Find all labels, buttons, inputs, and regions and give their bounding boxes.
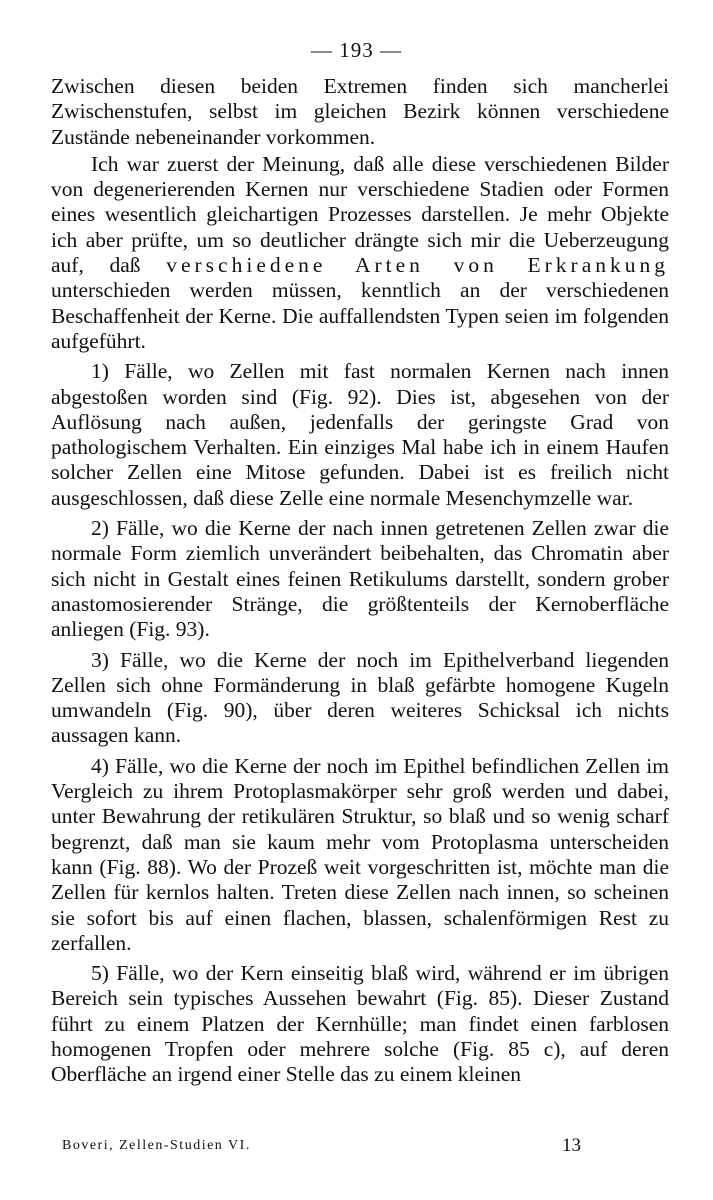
emphasized-text: verschiedene Arten von Erkrankung [166, 253, 669, 278]
list-item: 3) Fälle, wo die Kerne der noch im Epithelverband liegenden Zellen sich ohne Formänderung in blaß gefärbte homogene Kugeln umwandeln (Fig. 90), über deren weiteres Schicksal ich nichts aussagen kann. [51, 647, 669, 748]
page-number: — 193 — [311, 38, 402, 62]
page-footer [62, 1135, 592, 1156]
paragraph-text: Ich war zuerst der Meinung, daß alle diese verschiedenen Bilder von degenerierenden Kernen nur verschiedene Stadien oder Formen eines wesentlich gleichartigen Prozesses darstellen. Je mehr Objekte ich aber prüfte, um so deutlicher drängte sich mir die Ueberzeugung auf, daß [51, 151, 669, 278]
sheet-number: 13 [562, 1135, 581, 1156]
paragraph: Zwischen diesen beiden Extremen finden sich mancherlei Zwischenstufen, selbst im gleichen Bezirk können verschiedene Zustände nebeneinander vorkommen. [51, 74, 669, 149]
list-item: 2) Fälle, wo die Kerne der nach innen getretenen Zellen zwar die normale Form ziemlich unverändert beibehalten, das Chromatin aber sich nicht in Gestalt eines feinen Retikulums darstellt, sondern grober anastomosierender Stränge, die größtenteils der Kernoberfläche anliegen (Fig. 93). [51, 516, 669, 642]
list-item: 4) Fälle, wo die Kerne der noch im Epithel befindlichen Zellen im Vergleich zu ihrem Protoplasmakörper sehr groß werden und dabei, unter Bewahrung der retikulären Struktur, so blaß und so wenig scharf begrenzt, daß man sie kaum mehr vom Protoplasma unterscheiden kann (Fig. 88). Wo der Prozeß weit vorgeschritten ist, möchte man die Zellen für kernlos halten. Treten diese Zellen nach innen, so scheinen sie sofort bis auf einen flachen, blassen, schalenförmigen Rest zu zerfallen. [51, 753, 669, 955]
list-item: 5) Fälle, wo der Kern einseitig blaß wird, während er im übrigen Bereich sein typisches Aussehen bewahrt (Fig. 85). Dieser Zustand führt zu einem Platzen der Kernhülle; man findet einen farblosen homogenen Tropfen oder mehrere solche (Fig. 85 c), auf deren Oberfläche an irgend einer Stelle das zu einem kleinen [51, 961, 669, 1087]
paragraph [51, 152, 669, 354]
list-item: 1) Fälle, wo Zellen mit fast normalen Kernen nach innen abgestoßen worden sind (Fig. 92). Dies ist, abgesehen von der Auflösung nach außen, jedenfalls der geringste Grad von pathologischem Verhalten. Ein einziges Mal habe ich in einem Haufen solcher Zellen eine Mitose gefunden. Dabei ist es freilich nicht ausgeschlossen, daß diese Zelle eine normale Mesenchymzelle war. [51, 359, 669, 510]
footer-signature: Boveri, Zellen-Studien VI. [62, 1138, 251, 1153]
paragraph-text: unterschieden werden müssen, kenntlich an der verschiedenen Beschaffenheit der Kerne. Die auffallendsten Typen seien im folgenden aufgeführt. [51, 278, 669, 353]
body-text [51, 74, 669, 1088]
